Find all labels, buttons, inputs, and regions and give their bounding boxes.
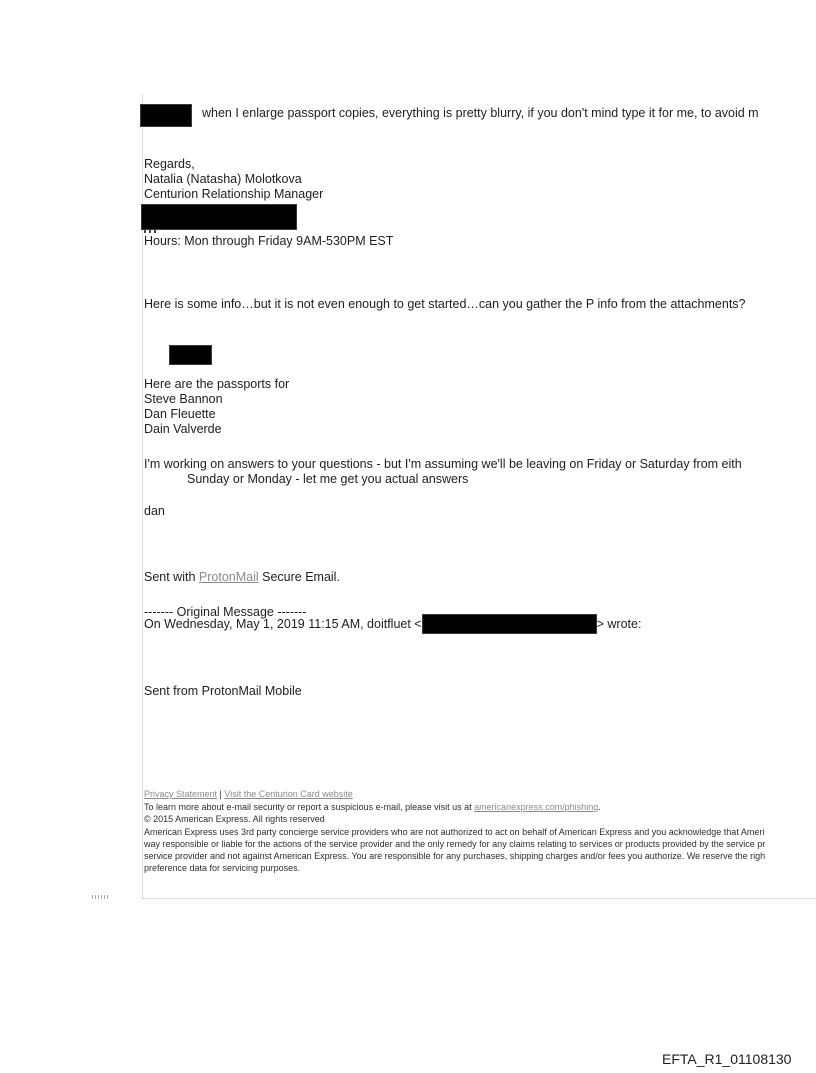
signature-name: Natalia (Natasha) Molotkova xyxy=(144,172,302,186)
passport-name-1: Steve Bannon xyxy=(144,392,223,406)
footer-links-line xyxy=(144,788,353,800)
redaction-box-email-address xyxy=(422,614,597,634)
protonmail-link[interactable]: ProtonMail xyxy=(198,570,259,584)
sent-with-line xyxy=(144,570,340,585)
centurion-card-website-link[interactable]: Visit the Centurion Card website xyxy=(224,789,353,799)
email-sign-off: dan xyxy=(144,504,165,518)
phishing-line-suffix: . xyxy=(598,802,601,812)
sent-with-prefix: Sent with xyxy=(144,570,199,584)
email-body-line-working-1: I'm working on answers to your questions - but I'm assuming we'll be leaving on Friday or Saturday from eith xyxy=(144,457,742,471)
signature-regards: Regards, xyxy=(144,157,195,171)
reply-header-prefix: On Wednesday, May 1, 2019 11:15 AM, doitfluet < xyxy=(144,617,422,631)
footer-disclaimer-line-2: way responsible or liable for the actions of the service provider and the only remedy for any claims relating to services or products provided by the service pr xyxy=(144,839,766,849)
reply-header-suffix: > wrote: xyxy=(596,617,642,631)
footer-disclaimer-line-3: service provider and not against American Express. You are responsible for any purchases, shipping charges and/or fees you authorize. We reserve the righ xyxy=(144,851,766,861)
footer-links-separator: | xyxy=(217,789,225,799)
phishing-line-prefix: To learn more about e-mail security or report a suspicious e-mail, please visit us at xyxy=(144,802,475,812)
passport-name-3: Dain Valverde xyxy=(144,422,222,436)
original-message-divider: ------- Original Message ------- xyxy=(144,605,307,619)
reply-header-line xyxy=(144,613,641,635)
sent-with-suffix: Secure Email. xyxy=(258,570,340,584)
privacy-statement-link[interactable]: Privacy Statement xyxy=(144,789,218,799)
footer-copyright: © 2015 American Express. All rights reserved xyxy=(144,814,325,824)
footer-phishing-line xyxy=(144,801,601,813)
email-body-line-working-2: Sunday or Monday - let me get you actual answers xyxy=(187,472,469,486)
redaction-box-phone xyxy=(141,204,297,230)
signature-hours: Hours: Mon through Friday 9AM-530PM EST xyxy=(144,234,394,248)
phishing-link[interactable]: americanexpress.com/phishing xyxy=(474,802,599,812)
redaction-box-salutation xyxy=(140,104,192,127)
redaction-box-greeting xyxy=(169,345,212,365)
footer-disclaimer-line-1: American Express uses 3rd party concierge service providers who are not authorized to act on behalf of American Express and you acknowledge that Ameri xyxy=(144,827,765,837)
email-body-border-bottom xyxy=(142,898,816,899)
bates-number: EFTA_R1_01108130 xyxy=(662,1051,792,1067)
margin-artifact-marks xyxy=(92,895,109,899)
passport-name-2: Dan Fleuette xyxy=(144,407,216,421)
protonmail-mobile-line: Sent from ProtonMail Mobile xyxy=(144,684,302,698)
email-body-line-info: Here is some info…but it is not even enough to get started…can you gather the P info from the attachments? xyxy=(144,297,746,311)
passports-intro: Here are the passports for xyxy=(144,377,290,391)
footer-disclaimer-line-4: preference data for servicing purposes. xyxy=(144,863,301,873)
signature-title: Centurion Relationship Manager xyxy=(144,187,324,201)
redaction-remnant-marks xyxy=(144,229,158,233)
email-body-line-blurry: when I enlarge passport copies, everything is pretty blurry, if you don't mind type it for me, to avoid m xyxy=(202,106,759,120)
